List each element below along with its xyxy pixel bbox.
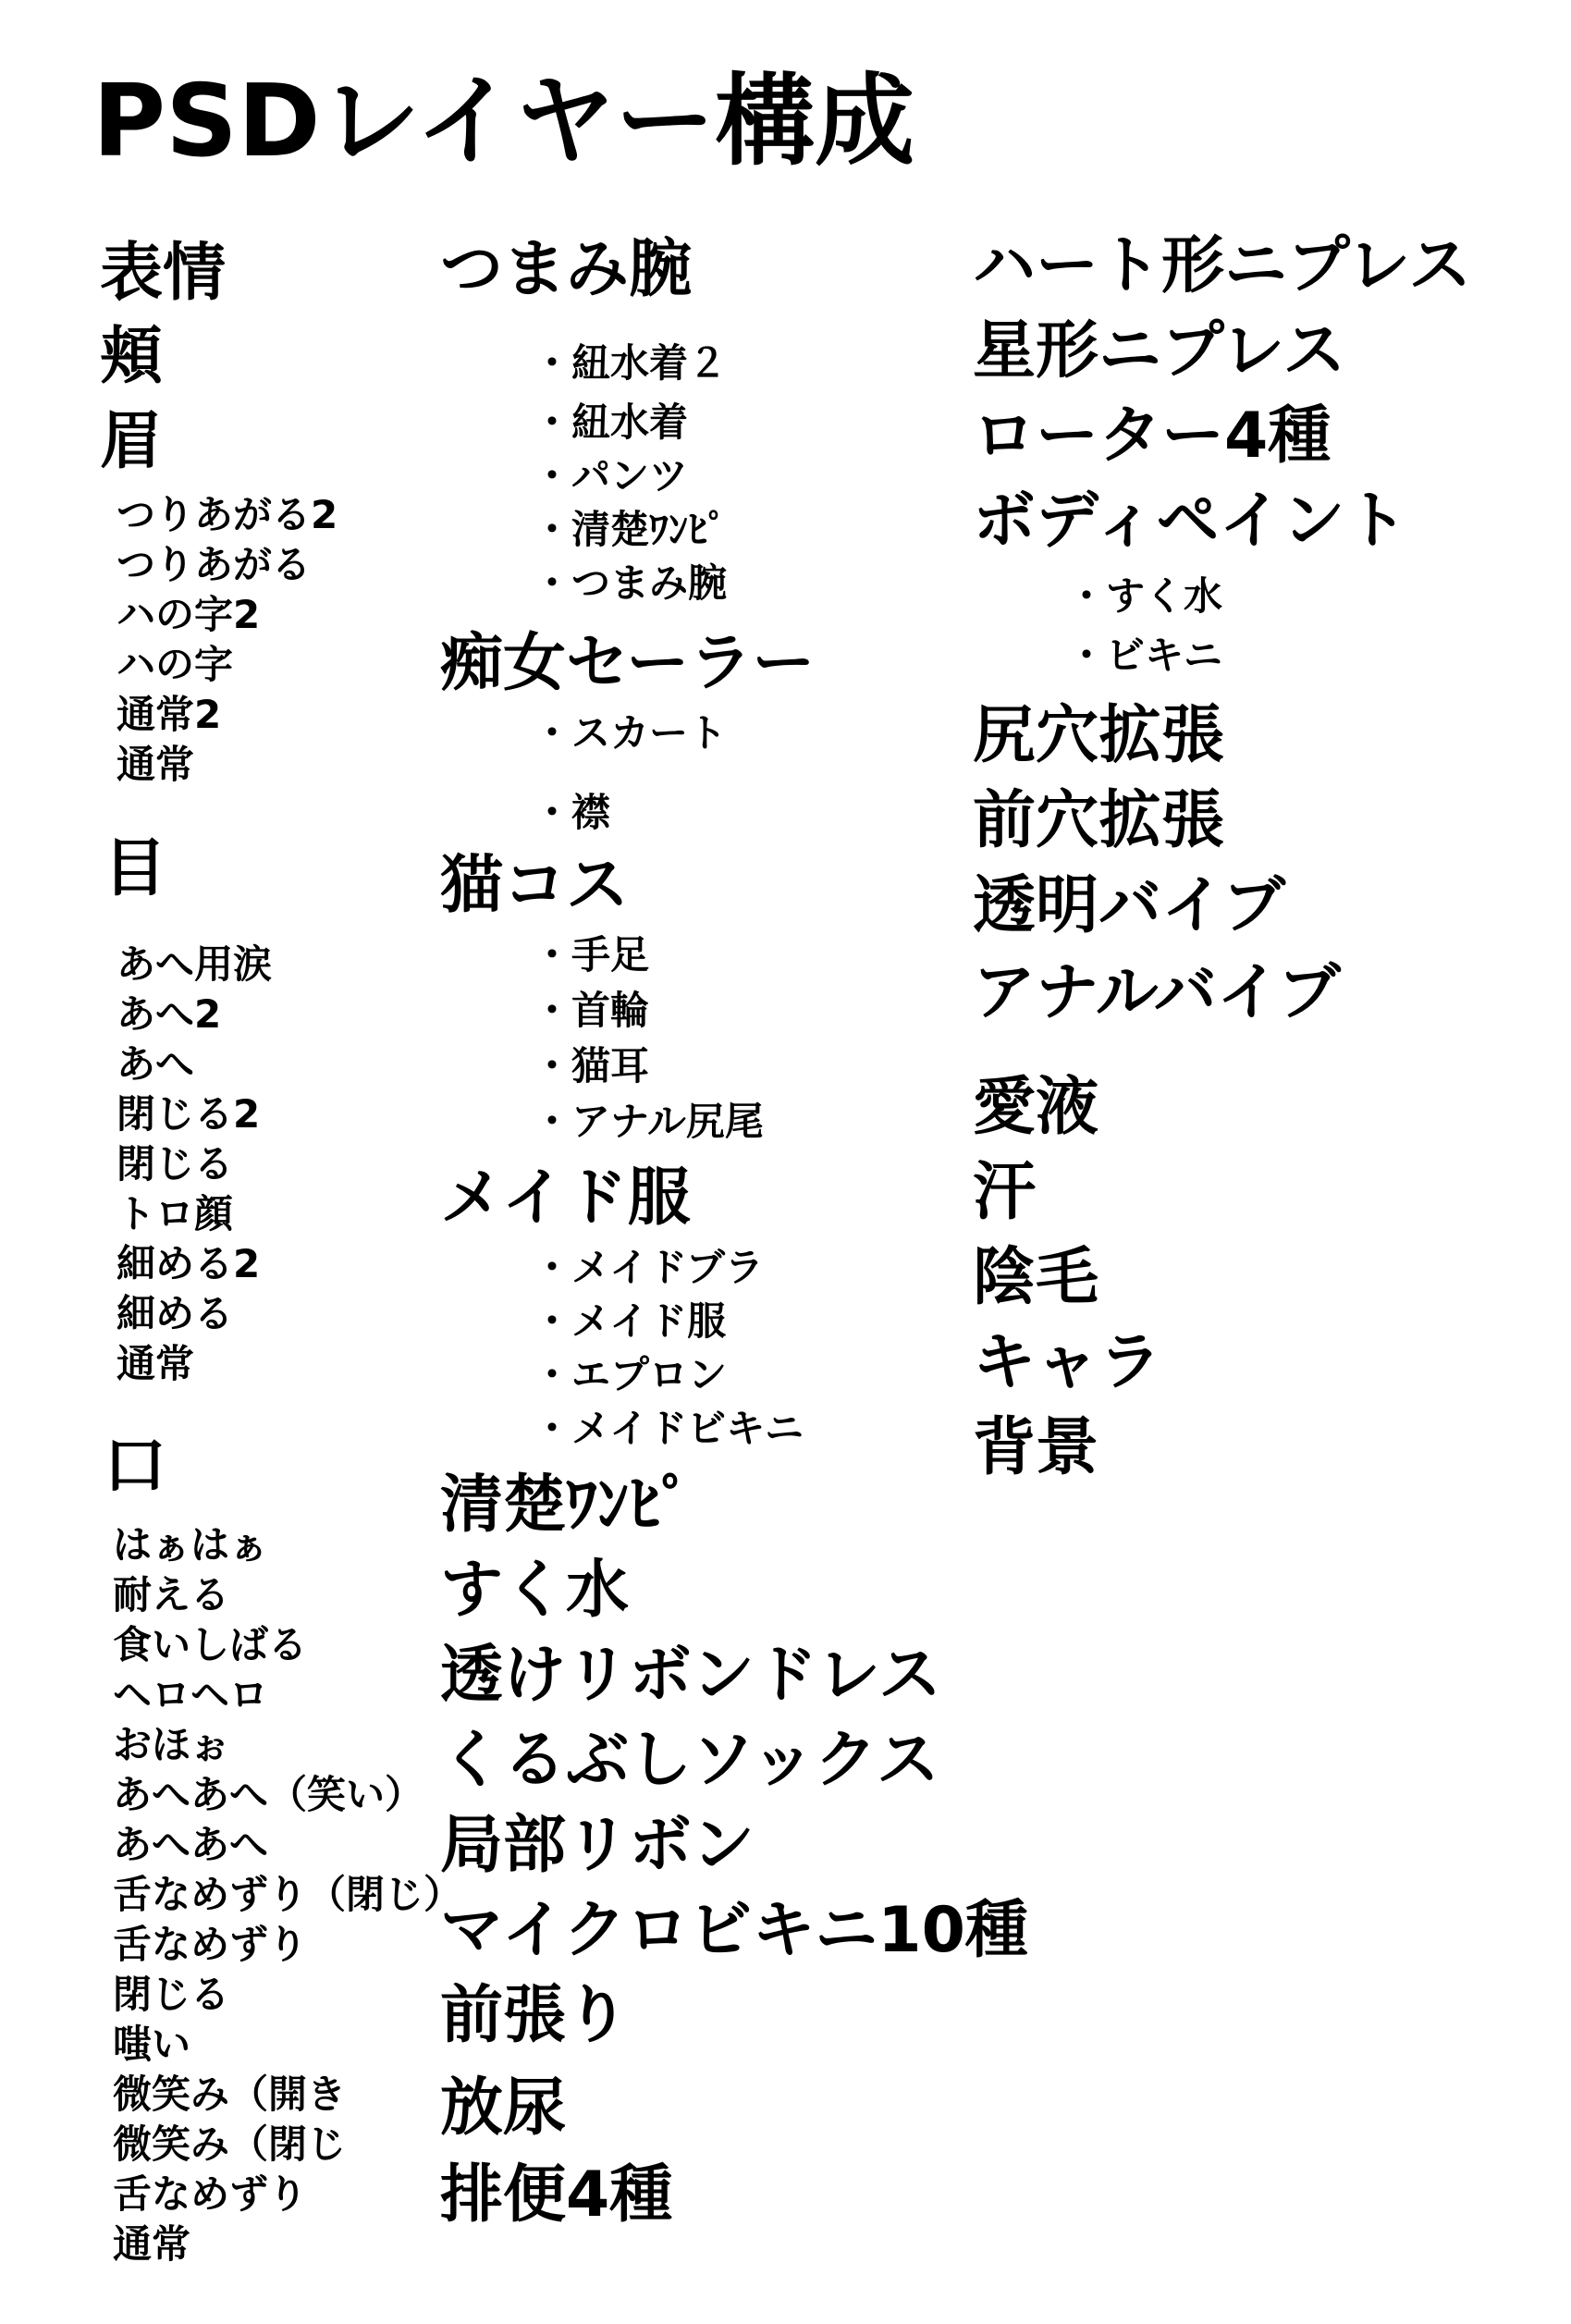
sailor-item: ・襟	[533, 790, 611, 835]
heading-costume: 透けリボンドレス	[440, 1639, 941, 1712]
heading-expression: 表情	[100, 237, 227, 310]
heading-extra: 背景	[973, 1411, 1099, 1484]
bodypaint-item: ・すく水	[1067, 573, 1223, 619]
eye-item: あへ2	[117, 991, 222, 1037]
heading-extra: 前穴拡張	[973, 784, 1225, 857]
heading-maid: メイド服	[440, 1162, 691, 1235]
mouth-item: 通常	[113, 2221, 191, 2267]
heading-extra: 愛液	[973, 1071, 1099, 1144]
sailor-item: ・スカート	[533, 710, 728, 756]
mouth-item: 舌なめずり（閉じ）	[113, 1872, 463, 1917]
heading-costume: マイクロビキニ10種	[440, 1894, 1028, 1967]
maid-item: ・エプロン	[533, 1352, 728, 1397]
eye-item: あへ	[117, 1041, 195, 1087]
maid-item: ・メイドビキニ	[533, 1406, 804, 1451]
brow-item: 通常	[117, 742, 195, 787]
cat-item: ・アナル尻尾	[533, 1099, 764, 1144]
heading-extra: 透明バイブ	[973, 869, 1285, 942]
heading-costume: すく水	[440, 1554, 630, 1627]
heading-extra: 陰毛	[973, 1241, 1099, 1314]
brow-item: つりあがる2	[117, 492, 338, 537]
mouth-item: 舌なめずり	[113, 1922, 308, 1967]
cat-item: ・猫耳	[533, 1043, 650, 1088]
heading-costume: くるぶしソックス	[440, 1724, 939, 1797]
cat-item: ・手足	[533, 932, 650, 978]
eye-item: 通常	[117, 1341, 195, 1386]
heading-extra: ローター4種	[973, 400, 1332, 473]
eye-item: 細める2	[117, 1241, 261, 1286]
maid-item: ・メイド服	[533, 1298, 727, 1344]
brow-item: 通常2	[117, 692, 222, 737]
mouth-item: おほぉ	[113, 1722, 230, 1767]
heading-costume: 清楚ﾜﾝﾋﾟ	[440, 1469, 693, 1542]
mouth-item: 微笑み（閉じ	[113, 2121, 347, 2167]
heading-extra: アナルバイブ	[973, 956, 1341, 1029]
heading-extra: キャラ	[973, 1326, 1162, 1399]
mouth-item: ヘロヘロ	[113, 1672, 269, 1717]
heading-cat: 猫コス	[440, 849, 630, 922]
brow-item: ハの字2	[117, 592, 261, 637]
mouth-item: あへあへ	[113, 1822, 269, 1867]
pinch-item: ・つまみ腕	[533, 560, 728, 606]
mouth-item: 舌なめずり	[113, 2171, 308, 2217]
heading-extra: 汗	[973, 1156, 1037, 1229]
heading-sailor: 痴女セーラー	[440, 627, 816, 700]
heading-costume: 前張り	[440, 1979, 630, 2052]
eye-item: トロ顔	[117, 1191, 234, 1236]
heading-costume: 排便4種	[440, 2158, 673, 2232]
eye-item: 閉じる2	[117, 1091, 261, 1137]
heading-mouth: 口	[104, 1430, 167, 1503]
bodypaint-item: ・ビキニ	[1067, 633, 1223, 678]
maid-item: ・メイドブラ	[533, 1245, 764, 1290]
mouth-item: あへあへ（笑い）	[113, 1772, 424, 1817]
heading-extra: 星形ニプレス	[973, 314, 1346, 387]
mouth-item: 耐える	[113, 1572, 230, 1617]
brow-item: ハの字	[117, 642, 234, 687]
pinch-item: ・紐水着	[533, 400, 689, 445]
mouth-item: 嗤い	[113, 2022, 191, 2067]
pinch-item: ・パンツ	[533, 453, 689, 498]
eye-item: 閉じる	[117, 1141, 234, 1187]
heading-brow: 眉	[100, 405, 164, 478]
heading-cheek: 頬	[100, 320, 164, 393]
pinch-item: ・紐水着２	[533, 340, 728, 386]
heading-body-paint: ボディペイント	[973, 485, 1408, 558]
heading-extra: 尻穴拡張	[973, 699, 1225, 772]
heading-eye: 目	[104, 832, 167, 905]
brow-item: つりあがる	[117, 542, 312, 587]
heading-costume: 局部リボン	[440, 1809, 755, 1882]
eye-item: あへ用涙	[117, 941, 273, 987]
heading-extra: ハート形ニプレス	[973, 229, 1472, 302]
mouth-item: はぁはぁ	[113, 1522, 269, 1568]
cat-item: ・首輪	[533, 988, 650, 1033]
eye-item: 細める	[117, 1291, 234, 1336]
pinch-item: ・清楚ﾜﾝﾋﾟ	[533, 507, 728, 552]
heading-costume: 放尿	[440, 2072, 567, 2145]
heading-pinch-arm: つまみ腕	[440, 233, 693, 306]
mouth-item: 食いしばる	[113, 1622, 308, 1667]
page-title: PSDレイヤー構成	[92, 64, 915, 179]
mouth-item: 閉じる	[113, 1972, 230, 2017]
mouth-item: 微笑み（開き	[113, 2072, 347, 2117]
